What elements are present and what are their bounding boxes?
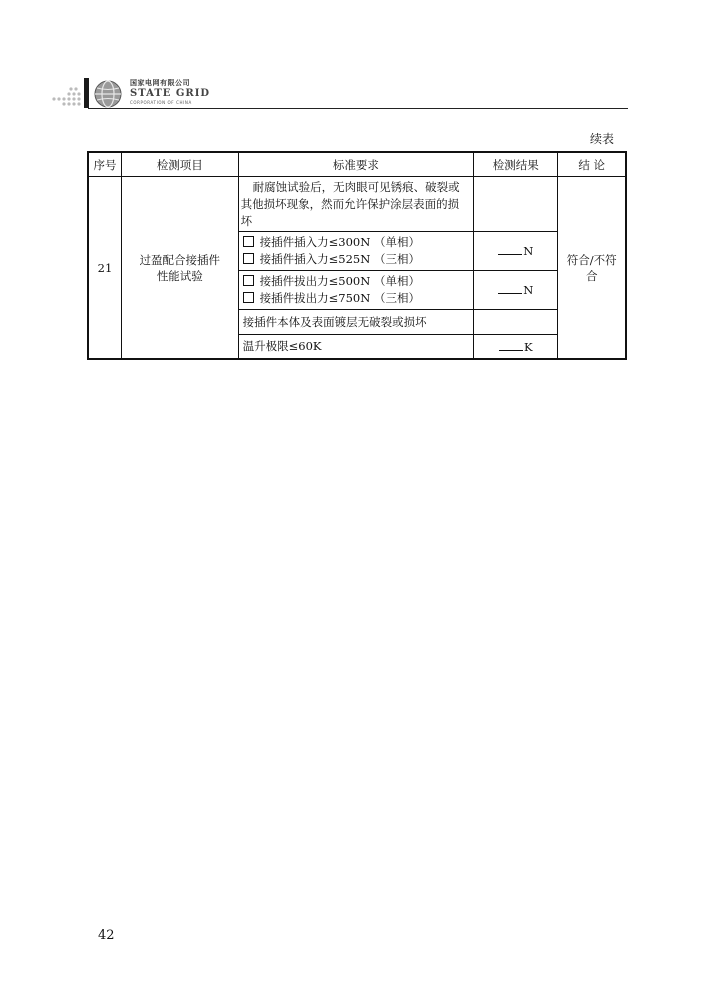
insert-three-option[interactable] — [243, 251, 470, 268]
pull-three-label: 接插件拔出力≤750N （三相） — [259, 291, 420, 305]
logo-english-name: STATE GRID — [130, 88, 211, 99]
requirement-corrosion: 耐腐蚀试验后，无肉眼可见锈痕、破裂或其他损坏现象，然而允许保护涂层表面的损坏 — [238, 177, 474, 232]
logo-subtitle: CORPORATION OF CHINA — [130, 100, 192, 105]
checkbox-icon[interactable] — [243, 292, 254, 303]
header-number: 序号 — [88, 152, 121, 177]
pull-single-option[interactable] — [243, 273, 470, 290]
page-header — [48, 70, 628, 110]
checkbox-icon[interactable] — [243, 236, 254, 247]
header-result: 检测结果 — [474, 152, 558, 177]
unit-k: K — [523, 339, 533, 354]
row-conclusion: 符合/不符合 — [558, 177, 626, 360]
insert-three-label: 接插件插入力≤525N （三相） — [259, 252, 420, 266]
unit-n: N — [523, 244, 534, 258]
header-requirement: 标准要求 — [238, 152, 474, 177]
result-corrosion — [474, 177, 558, 232]
header-conclusion: 结 论 — [558, 152, 626, 177]
blank-line — [499, 349, 523, 351]
unit-n: N — [523, 283, 534, 297]
inspection-table — [87, 151, 627, 360]
result-pull-force[interactable] — [474, 271, 558, 310]
pull-single-label: 接插件拔出力≤500N （单相） — [259, 274, 420, 288]
requirement-insert-force — [238, 232, 474, 271]
continued-label: 续表 — [589, 132, 614, 146]
blank-line — [498, 292, 522, 294]
pull-three-option[interactable] — [243, 290, 470, 307]
checkbox-icon[interactable] — [243, 275, 254, 286]
requirement-pull-force — [238, 271, 474, 310]
table-header-row — [88, 152, 626, 177]
requirement-surface: 接插件本体及表面镀层无破裂或损坏 — [238, 310, 474, 335]
page-number: 42 — [98, 928, 115, 943]
requirement-temperature: 温升极限≤60K — [238, 335, 474, 360]
logo-chinese-name: 国家电网有限公司 — [130, 79, 190, 87]
state-grid-logo — [130, 78, 210, 105]
blank-line — [498, 253, 522, 255]
checkbox-icon[interactable] — [243, 253, 254, 264]
state-grid-globe-icon — [94, 80, 122, 108]
header-rule — [88, 108, 628, 109]
header-bar — [84, 78, 89, 108]
row-item: 过盈配合接插件性能试验 — [121, 177, 238, 360]
header-item: 检测项目 — [121, 152, 238, 177]
result-surface — [474, 310, 558, 335]
insert-single-label: 接插件插入力≤300N （单相） — [259, 235, 420, 249]
row-number: 21 — [88, 177, 121, 360]
result-insert-force[interactable] — [474, 232, 558, 271]
insert-single-option[interactable] — [243, 234, 470, 251]
table-row — [88, 177, 626, 232]
decorative-dots-icon — [48, 86, 82, 108]
result-temperature[interactable] — [474, 335, 558, 360]
